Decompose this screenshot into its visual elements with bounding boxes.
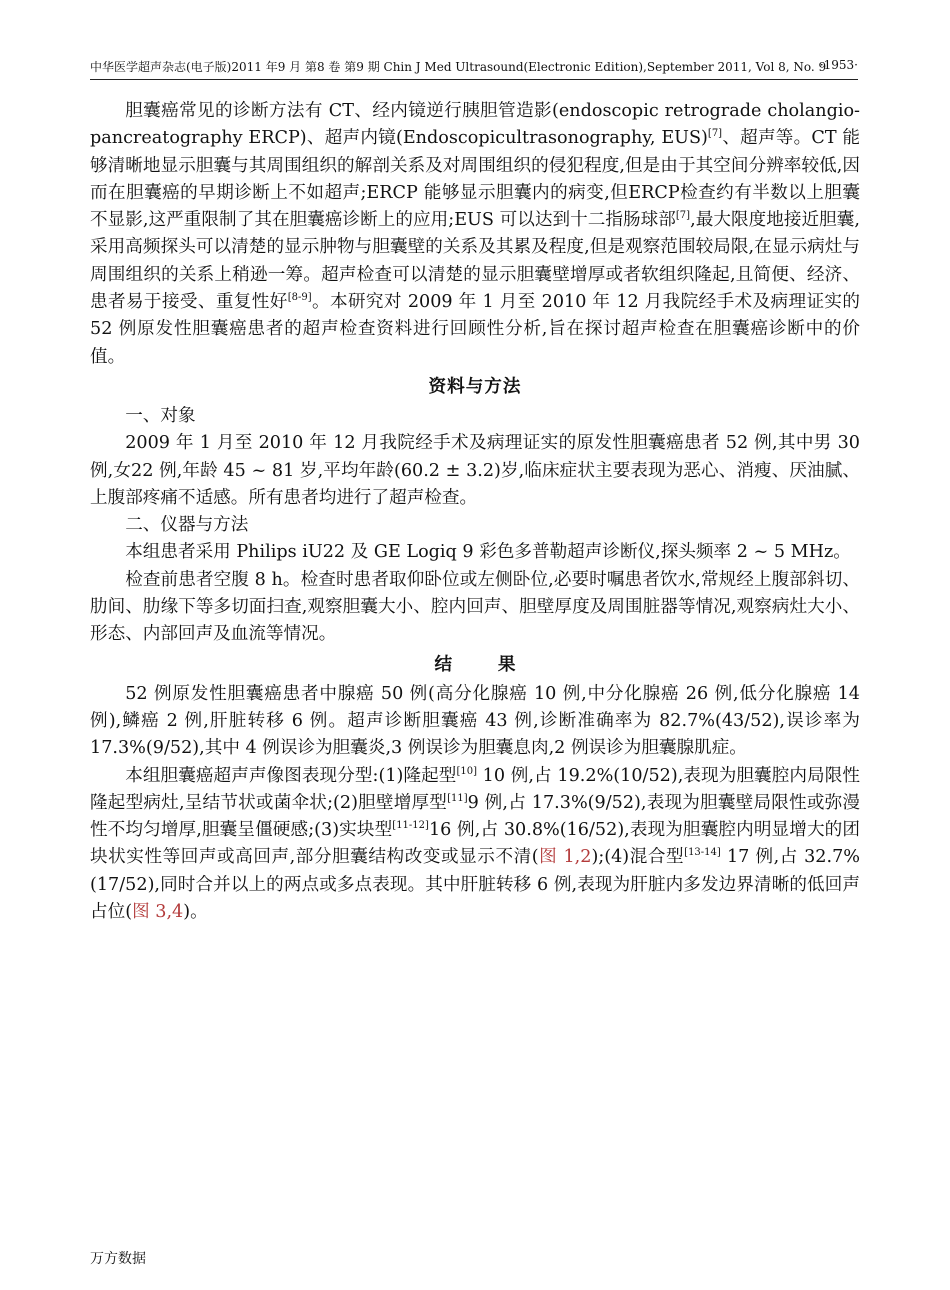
figure-reference-link[interactable]: 图 1,2 <box>538 847 592 868</box>
results-paragraph-1: 52 例原发性胆囊癌患者中腺癌 50 例(高分化腺癌 10 例,中分化腺癌 26 例,低分化腺癌 14 例),鳞癌 2 例,肝脏转移 6 例。超声诊断胆囊癌 43 例,诊断准确率为 82.7%(43/52),误诊率为 17.3%(9/52),其中 4 例误诊为胆囊炎,3 例误诊为胆囊息肉,2 例误诊为胆囊腺肌症。 <box>90 683 860 759</box>
journal-citation: 中华医学超声杂志(电子版)2011 年9 月 第8 卷 第9 期 Chin J Med Ultrasound(Electronic Edition),September 2011, Vol 8, No. 9 <box>90 60 827 74</box>
results-text: )。 <box>183 902 208 923</box>
citation-ref: [11] <box>447 792 468 804</box>
methods-heading: 资料与方法 <box>428 375 522 397</box>
citation-ref: [8-9] <box>287 292 312 304</box>
watermark-footer: 万方数据 <box>90 1251 146 1267</box>
results-text: 9 例,占 17.3%(9/52),表现为胆囊壁局限性或弥漫性不均匀增厚,胆囊呈僵硬感;(3)实块型 <box>90 792 860 841</box>
results-text: 10 例,占 19.2%(10/52),表现为胆囊腔内局限性隆起型病灶,呈结节状或菌伞状;(2)胆壁增厚型 <box>90 765 860 813</box>
results-heading: 结果 <box>434 653 562 675</box>
subsection-subjects-heading: 一、对象 <box>125 405 196 426</box>
citation-ref: [11-12] <box>392 820 429 832</box>
results-text: 本组胆囊癌超声声像图表现分型:(1)隆起型 <box>125 765 457 786</box>
citation-ref: [7] <box>675 210 691 222</box>
running-header <box>90 58 858 80</box>
intro-text-2: 、超声等。CT 能够清晰地显示胆囊与其周围组织的解剖关系及对周围组织的侵犯程度,但是由于其空间分辨率较低,因而在胆囊癌的早期诊断上不如超声;ERCP 能够显示胆囊内的病变,但ERCP检查约有半数以上胆囊不显影,这严重限制了其在胆囊癌诊断上的应用;EUS 可以达到十二指肠球部 <box>90 128 860 231</box>
citation-ref: [13-14] <box>684 847 721 859</box>
article-body <box>90 98 860 926</box>
results-paragraph-2 <box>90 763 860 927</box>
procedure-paragraph: 检查前患者空腹 8 h。检查时患者取仰卧位或左侧卧位,必要时嘱患者饮水,常规经上腹部斜切、肋间、肋缘下等多切面扫查,观察胆囊大小、腔内回声、胆壁厚度及周围脏器等情况,观察病灶大小、形态、内部回声及血流等情况。 <box>90 569 860 645</box>
intro-text-1: 胆囊癌常见的诊断方法有 CT、经内镜逆行胰胆管造影(endoscopic retrograde cholangio-pancreatography ERCP)、超声内镜(Endoscopicultrasonography, EUS) <box>90 101 860 149</box>
intro-text-4: 。本研究对 2009 年 1 月至 2010 年 12 月我院经手术及病理证实的 52 例原发性胆囊癌患者的超声检查资料进行回顾性分析,旨在探讨超声检查在胆囊癌诊断中的价值。 <box>90 292 860 367</box>
results-text: );(4)混合型 <box>591 847 685 868</box>
instruments-paragraph: 本组患者采用 Philips iU22 及 GE Logiq 9 彩色多普勒超声诊断仪,探头频率 2 ~ 5 MHz。 <box>125 542 851 563</box>
intro-paragraph <box>90 98 860 371</box>
figure-reference-link[interactable]: 图 3,4 <box>132 902 184 923</box>
intro-text-3: ,最大限度地接近胆囊,采用高频探头可以清楚的显示肿物与胆囊壁的关系及其累及程度,但是观察范围较局限,在显示病灶与周围组织的关系上稍逊一筹。超声检查可以清楚的显示胆囊壁增厚或者软组织隆起,且简便、经济、患者易于接受、重复性好 <box>90 210 860 313</box>
citation-ref: [7] <box>707 128 723 140</box>
subsection-instruments-heading: 二、仪器与方法 <box>125 515 249 536</box>
results-text: 16 例,占 30.8%(16/52),表现为胆囊腔内明显增大的团块状实性等回声或高回声,部分胆囊结构改变或显示不清( <box>90 820 860 868</box>
subjects-paragraph: 2009 年 1 月至 2010 年 12 月我院经手术及病理证实的原发性胆囊癌患者 52 例,其中男 30 例,女22 例,年龄 45 ~ 81 岁,平均年龄(60.2 ± 3.2)岁,临床症状主要表现为恶心、消瘦、厌油腻、上腹部疼痛不适感。所有患者均进行了超声检查。 <box>90 433 860 508</box>
results-text: 17 例,占 32.7%(17/52),同时合并以上的两点或多点表现。其中肝脏转移 6 例,表现为肝脏内多发边界清晰的低回声占位( <box>90 847 860 923</box>
page-number: ·1953· <box>819 58 858 72</box>
citation-ref: [10] <box>456 765 477 777</box>
